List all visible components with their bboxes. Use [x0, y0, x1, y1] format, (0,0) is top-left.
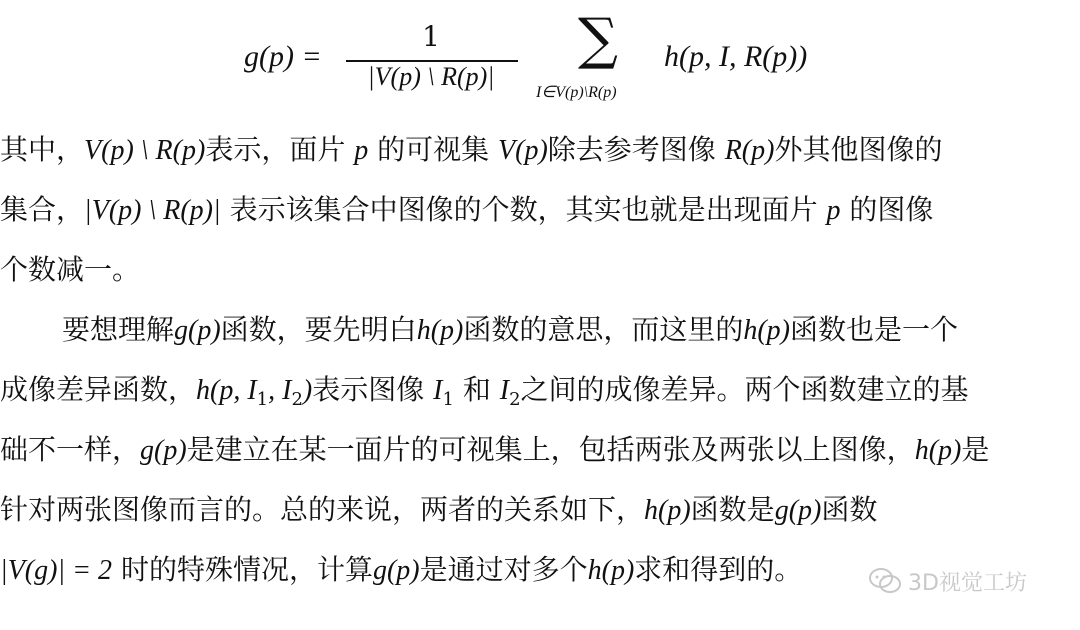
text-span: 针对两张图像而言的。总的来说，两者的关系如下，	[0, 493, 645, 526]
watermark-text: 3D视觉工坊	[908, 570, 1027, 596]
math-span: g(p)	[774, 495, 822, 526]
text-span: 和	[453, 373, 500, 406]
math-span: g(p)	[372, 555, 420, 586]
text-span: 础不一样，	[0, 433, 141, 466]
text-span: 是建立在某一面片的可视集上，包括两张及两张以上图像，	[186, 433, 915, 466]
text-span: 函数也是一个	[790, 313, 959, 346]
text-span: 外其他图像的	[774, 133, 943, 166]
text-span: 其中，	[0, 133, 85, 166]
math-span: |V(p) \ R(p)|	[84, 195, 221, 226]
summation	[536, 7, 646, 110]
formula-g	[244, 7, 844, 110]
text-line	[62, 310, 958, 351]
summation-subscript: I∈V(p)\R(p)	[536, 84, 617, 101]
text-span: 求和得到的。	[634, 553, 803, 586]
subscript: 1	[256, 389, 269, 410]
text-span: 表示，面片	[205, 133, 355, 166]
math-span: p	[354, 135, 369, 166]
formula-rhs: h(p, I, R(p))	[664, 40, 808, 73]
text-span: 的可视集	[368, 133, 499, 166]
math-span: h(p)	[644, 495, 691, 526]
math-span: )	[302, 375, 313, 406]
subscript: 2	[291, 389, 303, 410]
math-span: h(p)	[416, 315, 464, 346]
fraction-numerator: 1	[422, 20, 440, 53]
math-span: I	[499, 375, 510, 406]
text-span: 函数，要先明白	[220, 313, 417, 346]
math-span: |V(g)| = 2	[0, 555, 113, 586]
math-span: , I	[268, 375, 292, 406]
subscript: 1	[442, 389, 454, 410]
formula-fraction	[340, 10, 522, 110]
text-span: 成像差异函数，	[0, 373, 197, 406]
summation-symbol: ∑	[578, 7, 618, 72]
text-span: 函数	[821, 493, 878, 526]
watermark	[868, 565, 1027, 597]
text-span: 之间的成像差异。两个函数建立的基	[520, 373, 969, 406]
math-span: g(p)	[174, 315, 221, 346]
text-span: 表示该集合中图像的个数，其实也就是出现面片	[220, 193, 827, 226]
fraction-denominator: |V(p) \ R(p)|	[367, 62, 495, 91]
text-line	[0, 430, 989, 471]
math-span: V(p) \ R(p)	[84, 135, 206, 166]
text-line	[0, 490, 877, 531]
text-line: 个数减一。	[0, 253, 141, 286]
math-span: I	[433, 375, 443, 406]
text-line	[0, 130, 942, 171]
text-span: 时的特殊情况，计算	[112, 553, 373, 586]
text-span: 函数的意思，而这里的	[463, 313, 744, 346]
text-span: 的图像	[840, 193, 934, 226]
subscript: 2	[509, 389, 521, 410]
text-span: 要想理解	[62, 313, 175, 346]
text-line	[0, 550, 802, 591]
text-span: 是通过对多个	[419, 553, 588, 586]
math-span: h(p)	[914, 435, 962, 466]
text-span: 是	[961, 433, 990, 466]
wechat-icon	[868, 567, 902, 595]
math-span: V(p)	[498, 135, 548, 166]
text-line	[0, 190, 933, 231]
math-span: R(p)	[724, 135, 775, 166]
text-span: 函数是	[690, 493, 775, 526]
formula-lhs: g(p) =	[244, 40, 322, 73]
text-line	[0, 370, 969, 420]
math-span: p	[826, 195, 841, 226]
text-span: 除去参考图像	[547, 133, 725, 166]
math-span: h(p)	[743, 315, 791, 346]
text-span: 表示图像	[312, 373, 434, 406]
math-span: h(p, I	[196, 375, 257, 406]
math-span: h(p)	[587, 555, 635, 586]
text-span: 集合，	[0, 193, 85, 226]
math-span: g(p)	[140, 435, 187, 466]
